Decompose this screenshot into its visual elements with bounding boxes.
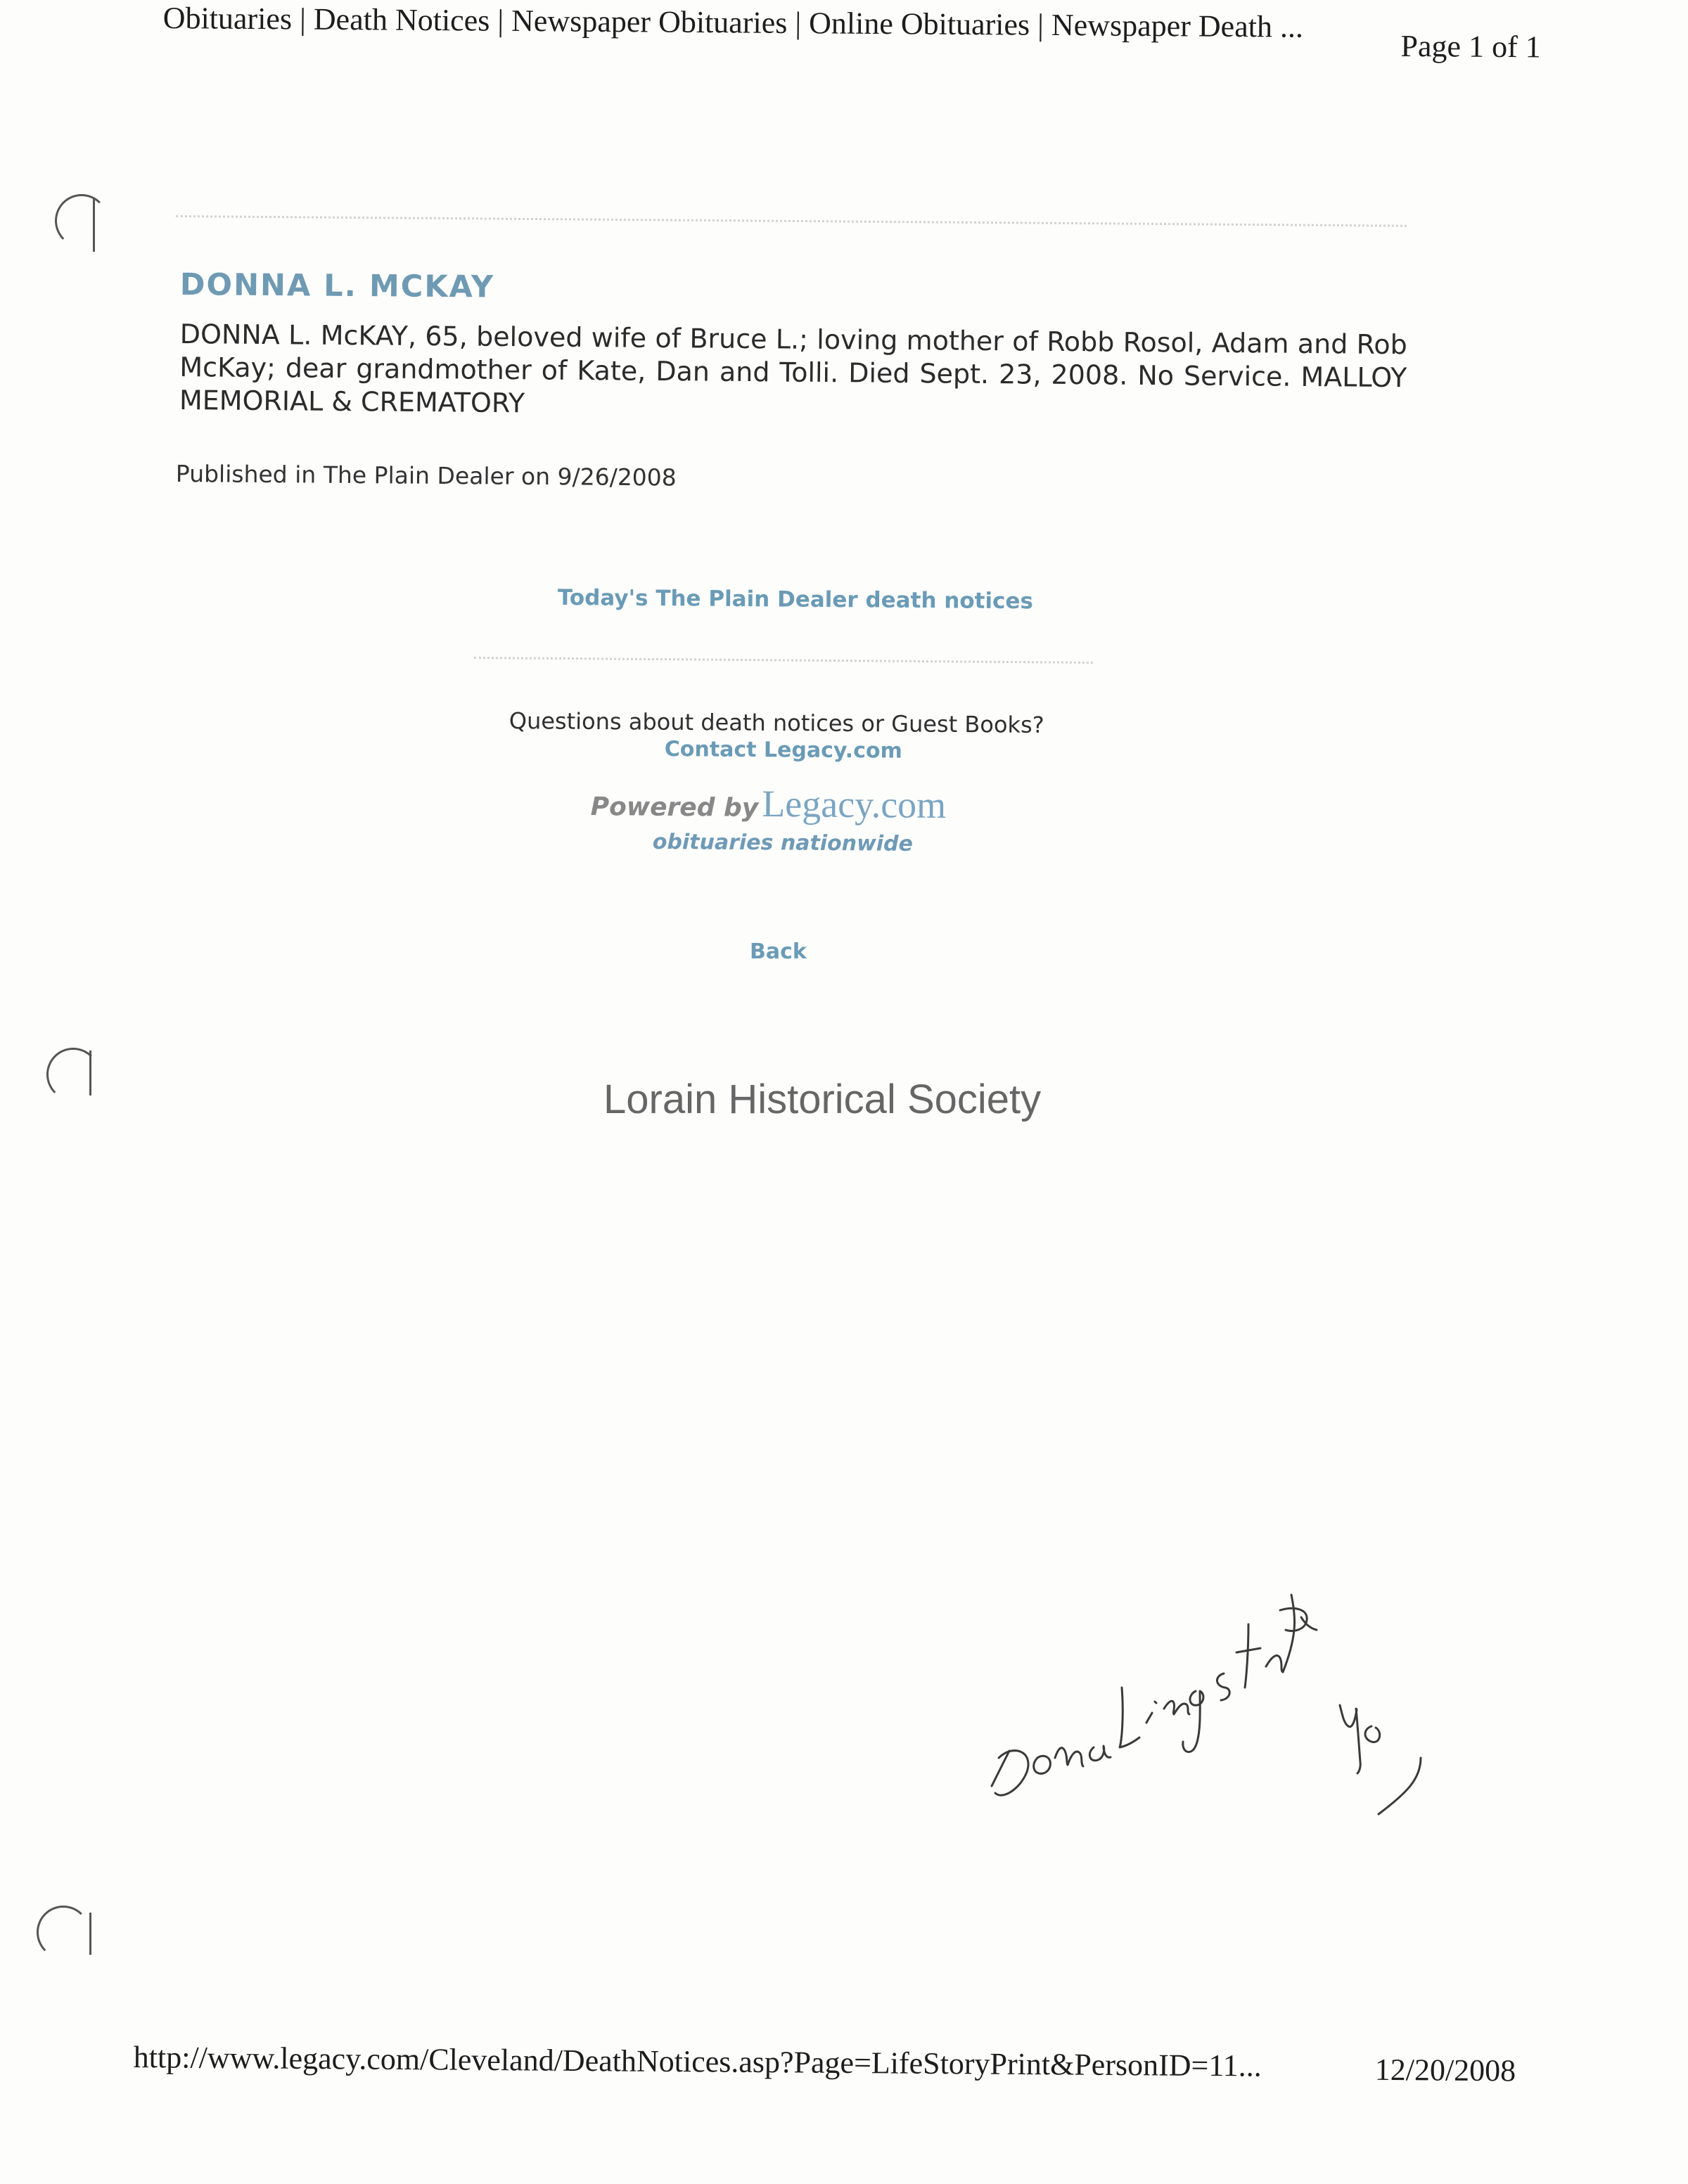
header-title: Obituaries | Death Notices | Newspaper Obituaries | Online Obituaries | Newspaper Death ...: [162, 0, 1304, 44]
punch-hole-top-mark: [93, 198, 95, 252]
questions-text: Questions about death notices or Guest Books?: [509, 707, 1044, 738]
print-footer: [134, 2039, 1554, 2086]
header-page-number: Page 1 of 1: [1400, 28, 1541, 65]
back-link[interactable]: Back: [750, 939, 807, 964]
published-line: Published in The Plain Dealer on 9/26/2008: [175, 460, 677, 492]
punch-hole-bottom: [37, 1906, 90, 1959]
top-divider: [176, 215, 1407, 227]
punch-hole-top: [55, 194, 108, 248]
footer-url: http://www.legacy.com/Cleveland/DeathNotices.asp?Page=LifeStoryPrint&PersonID=11...: [133, 2040, 1262, 2083]
legacy-brand: Legacy.com: [762, 782, 947, 826]
notice-body: DONNA L. McKAY, 65, beloved wife of Bruce L.; loving mother of Robb Rosol, Adam and Rob McKay; dear grandmother of Kate, Dan and Tolli. Died Sept. 23, 2008. No Service. MALLOY MEMORIAL & CREMATORY: [179, 318, 1407, 419]
notice-title: DONNA L. MCKAY: [179, 267, 495, 305]
punch-hole-middle: [46, 1048, 100, 1101]
watermark: Lorain Historical Society: [603, 1077, 1042, 1122]
contact-legacy-link[interactable]: Contact Legacy.com: [664, 737, 902, 764]
punch-hole-bottom-mark: [89, 1913, 91, 1955]
print-header: [162, 0, 1570, 75]
powered-by-logo[interactable]: [591, 781, 947, 827]
middle-divider: [474, 657, 1093, 664]
todays-death-notices-link[interactable]: Today's The Plain Dealer death notices: [557, 585, 1034, 615]
legacy-tagline: obituaries nationwide: [652, 830, 914, 856]
punch-hole-middle-mark: [89, 1051, 91, 1096]
powered-by-text: Powered by: [590, 792, 759, 823]
handwritten-signature: [971, 1547, 1428, 1842]
footer-date: 12/20/2008: [1374, 2052, 1516, 2088]
